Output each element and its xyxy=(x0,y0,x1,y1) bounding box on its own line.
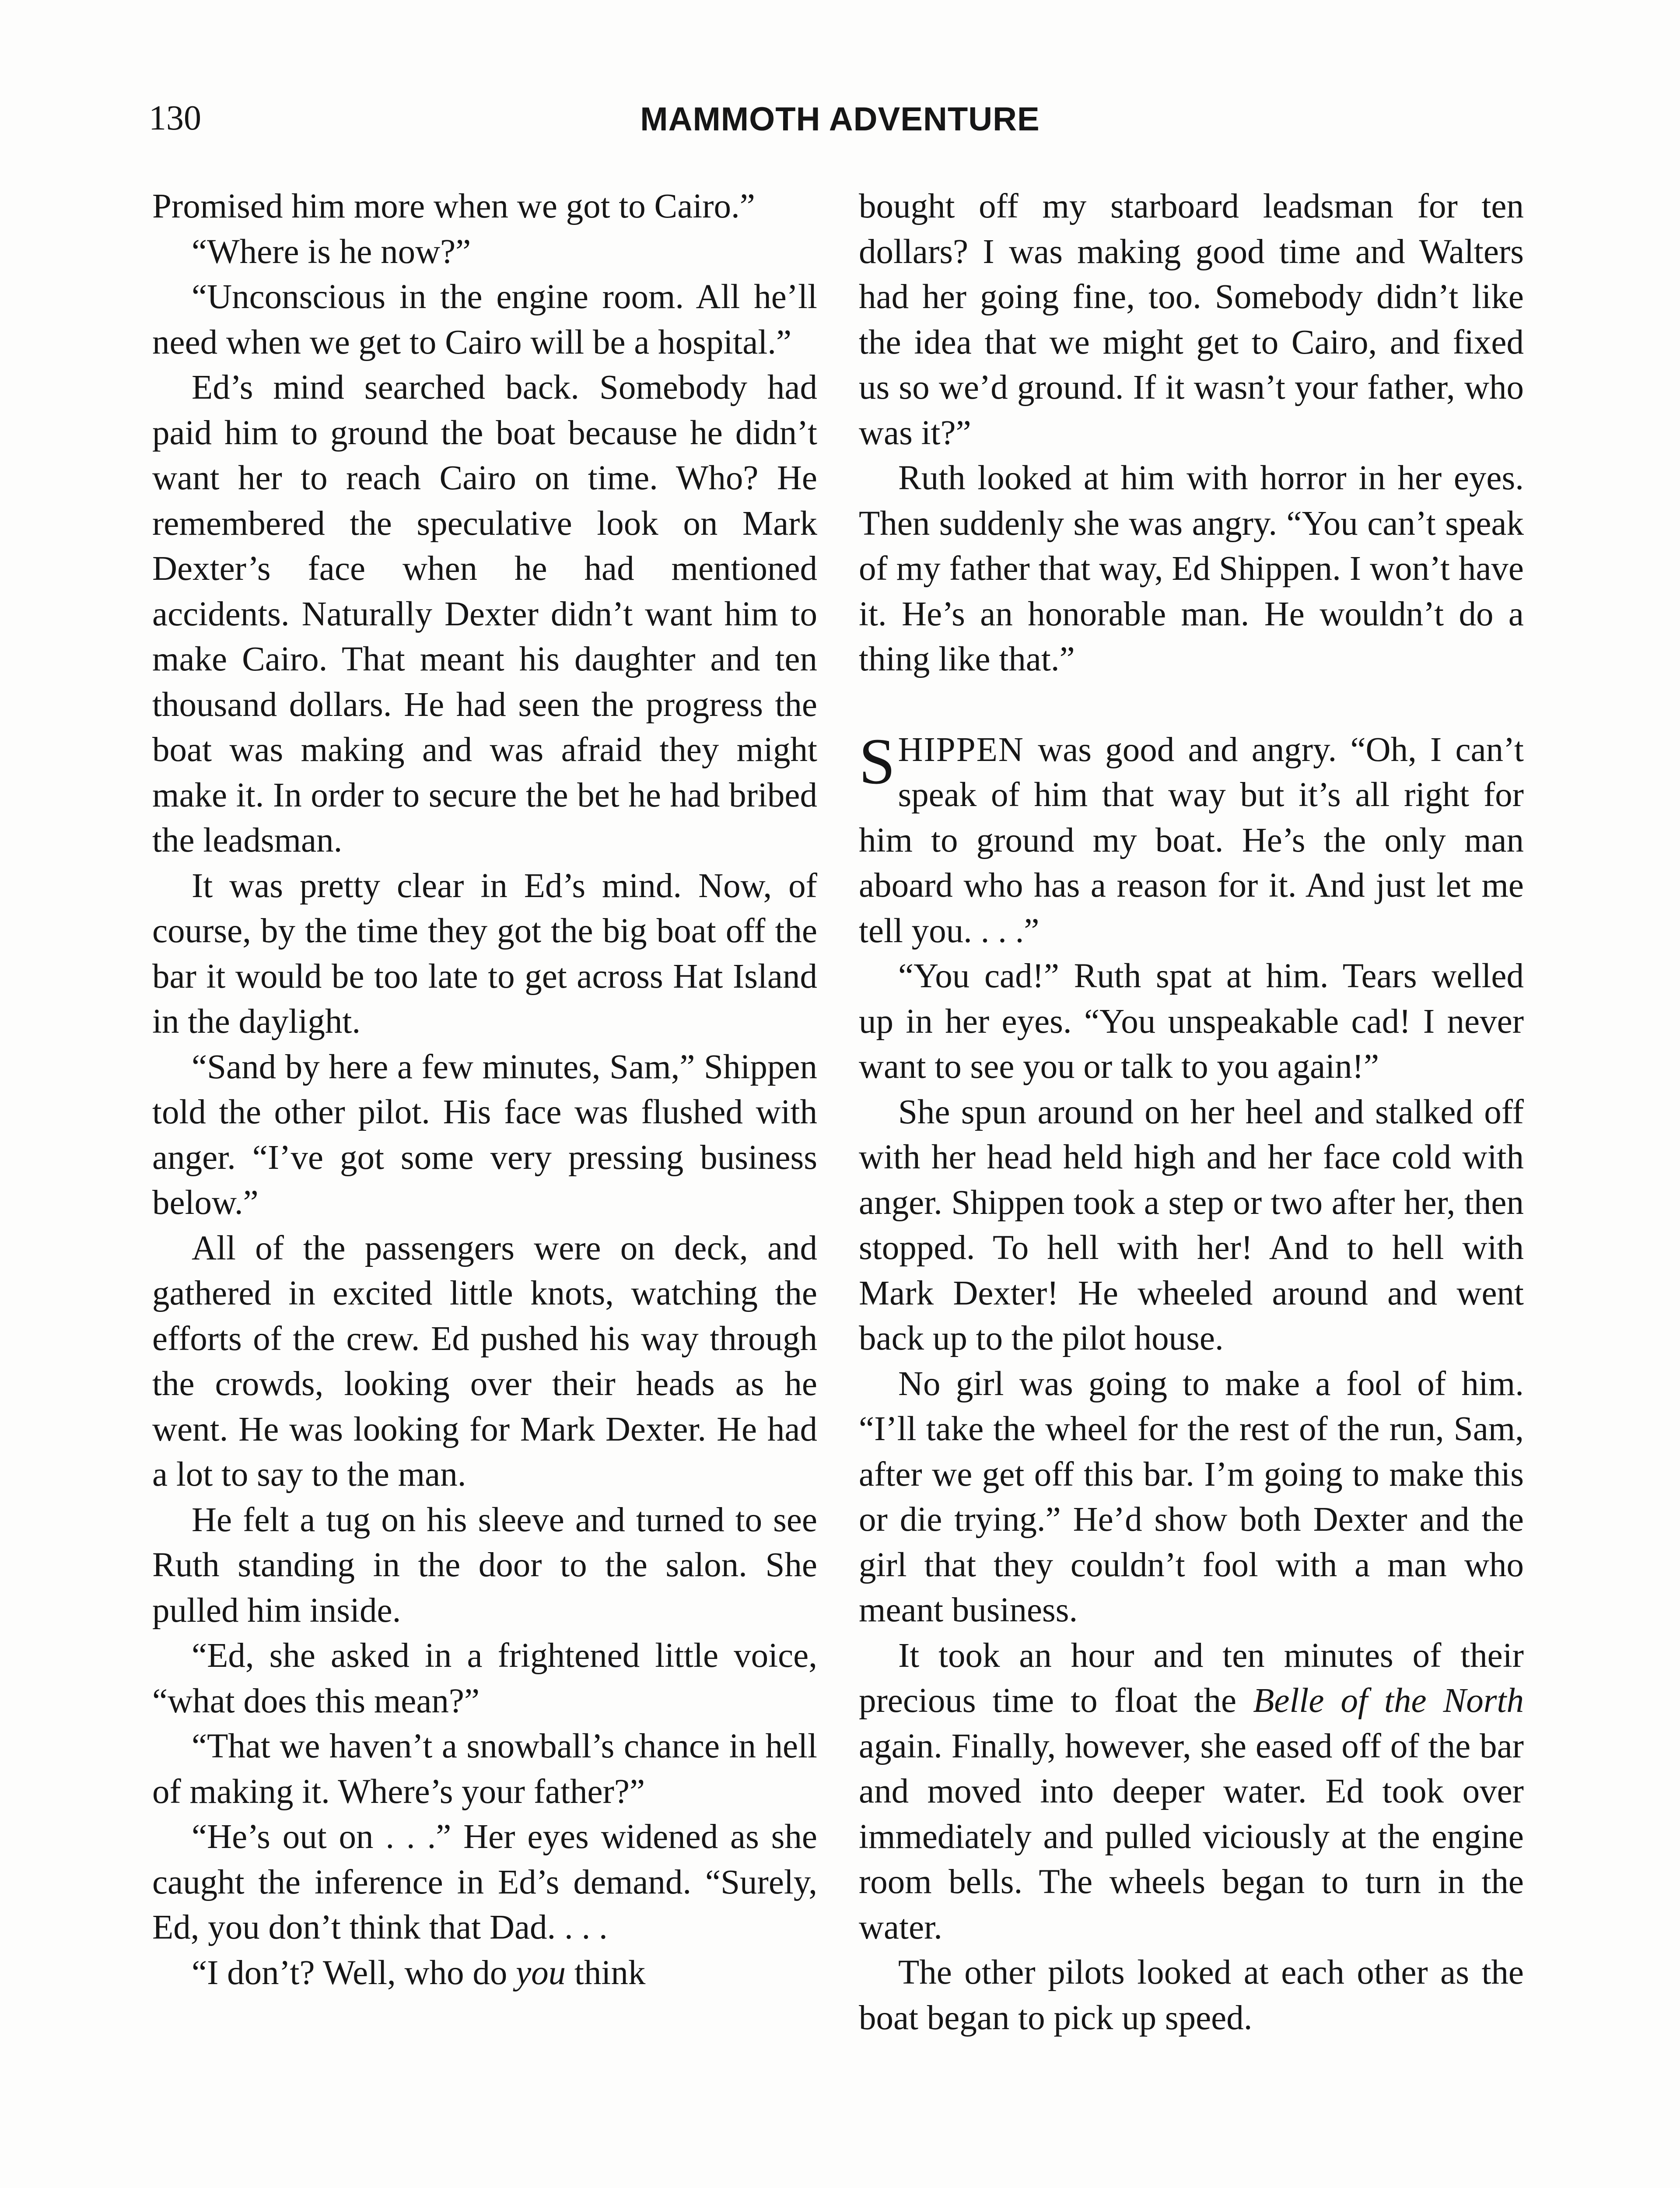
section-break xyxy=(859,682,1524,727)
paragraph: No girl was going to make a fool of him. “I’ll take the wheel for the rest of the run, Sam, after we get off this bar. I’m going to make this or die trying.” He’d show both Dexter and the girl that they couldn’t fool with a man who meant business. xyxy=(859,1364,1524,1629)
text-run: again. Finally, however, she eased off of the bar and moved into deeper water. Ed took over immediately and pulled viciously at the engine room bells. The wheels began to turn in the water. xyxy=(859,1727,1524,1946)
italic-text: you xyxy=(516,1953,566,1992)
paragraph: All of the passengers were on deck, and gathered in excited little knots, watching the efforts of the crew. Ed pushed his way through the crowds, looking over their heads as he went. He was looking for Mark Dexter. He had a lot to say to the man. xyxy=(152,1229,817,1494)
left-column xyxy=(152,184,817,1995)
page-header xyxy=(149,94,1531,147)
paragraph: “You cad!” Ruth spat at him. Tears welled up in her eyes. “You unspeakable cad! I never want to see you or talk to you again!” xyxy=(859,957,1524,1086)
paragraph xyxy=(859,1633,1524,1950)
running-title: MAMMOTH ADVENTURE xyxy=(640,101,1040,138)
paragraph: Ruth looked at him with horror in her eyes. Then suddenly she was angry. “You can’t speak of my father that way, Ed Shippen. I won’t have it. He’s an honorable man. He wouldn’t do a thing like that.” xyxy=(859,459,1524,678)
paragraph: Promised him more when we got to Cairo.” xyxy=(152,187,755,225)
paragraph: The other pilots looked at each other as the boat began to pick up speed. xyxy=(859,1953,1524,2037)
paragraph: “He’s out on . . .” Her eyes widened as she caught the inference in Ed’s demand. “Surely, Ed, you don’t think that Dad. . . . xyxy=(152,1818,817,1946)
paragraph: “That we haven’t a snowball’s chance in hell of making it. Where’s your father?” xyxy=(152,1727,817,1811)
text-run: was good and angry. “Oh, I can’t speak of him that way but it’s all right for him to ground my boat. He’s the only man aboard who has a reason for it. And just let me tell you. . . .” xyxy=(859,730,1524,950)
paragraph xyxy=(152,1950,817,1996)
text-run: “I don’t? Well, who do xyxy=(192,1953,516,1992)
paragraph: “Where is he now?” xyxy=(192,232,471,271)
right-column xyxy=(859,184,1524,2041)
small-caps-lead: HIPPEN xyxy=(898,730,1024,769)
page-number: 130 xyxy=(149,99,201,137)
paragraph: bought off my starboard leadsman for ten dollars? I was making good time and Walters had her going fine, too. Somebody didn’t like the idea that we might get to Cairo, and fixed us so we’d ground. If it wasn’t your father, who was it?” xyxy=(859,187,1524,452)
paragraph: “Sand by here a few minutes, Sam,” Shippen told the other pilot. His face was flushed with anger. “I’ve got some very pressing business below.” xyxy=(152,1048,817,1222)
drop-cap: S xyxy=(859,725,896,798)
text-run: It took an hour and ten minutes of their precious time to float the xyxy=(859,1636,1524,1720)
paragraph: Ed’s mind searched back. Somebody had paid him to ground the boat because he didn’t want her to reach Cairo on time. Who? He remembered the speculative look on Mark Dexter’s face when he had mentioned accidents. Naturally Dexter didn’t want him to make Cairo. That meant his daughter and ten thousand dollars. He had seen the progress the boat was making and was afraid they might make it. In order to secure the bet he had bribed the leadsman. xyxy=(152,368,817,859)
paragraph: It was pretty clear in Ed’s mind. Now, of course, by the time they got the big boat off the bar it would be too late to get across Hat Island in the daylight. xyxy=(152,866,817,1041)
italic-text: Belle of the North xyxy=(1253,1682,1524,1720)
paragraph: She spun around on her heel and stalked off with her head held high and her face cold with anger. Shippen took a step or two after her, then stopped. To hell with her! And to hell with Mark Dexter! He wheeled around and went back up to the pilot house. xyxy=(859,1093,1524,1357)
paragraph: “Ed, she asked in a frightened little voice, “what does this mean?” xyxy=(152,1637,817,1720)
paragraph xyxy=(859,727,1524,954)
paragraph: He felt a tug on his sleeve and turned to see Ruth standing in the door to the salon. She pulled him inside. xyxy=(152,1501,817,1630)
text-run: think xyxy=(566,1953,646,1992)
paragraph: “Unconscious in the engine room. All he’ll need when we get to Cairo will be a hospital.” xyxy=(152,278,817,361)
